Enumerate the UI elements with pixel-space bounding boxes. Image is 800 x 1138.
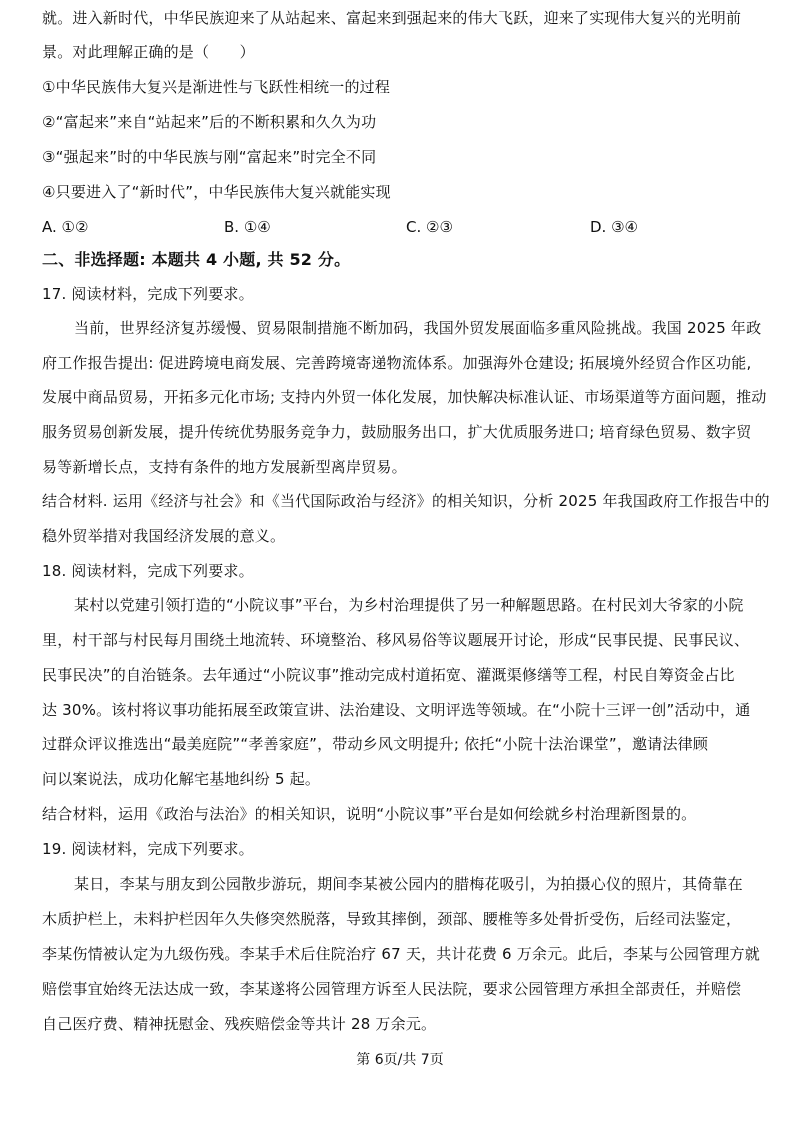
q18-material-line-5: 过群众评议推选出“最美庭院”“孝善家庭”，带动乡风文明提升; 依托“小院十法治课堂”，邀请法律顾 xyxy=(42,735,709,753)
q18-material-line-3: 民事民决”的自治链条。去年通过“小院议事”推动完成村道拓宽、灌溉渠修缮等工程，村民自筹资金占比 xyxy=(42,666,735,684)
section-heading: 二、非选择题: 本题共 4 小题, 共 52 分。 xyxy=(42,250,351,269)
q19-material-line-2: 木质护栏上，未料护栏因年久失修突然脱落，导致其摔倒，颈部、腰椎等多处骨折受伤，后经司法鉴定， xyxy=(42,910,742,928)
q19-material-line-4: 赔偿事宜始终无法达成一致，李某遂将公园管理方诉至人民法院，要求公园管理方承担全部责任，并赔偿 xyxy=(42,980,742,998)
q16-item-4: ④只要进入了“新时代”，中华民族伟大复兴就能实现 xyxy=(42,183,391,201)
q17-task-line-1: 结合材料. 运用《经济与社会》和《当代国际政治与经济》的相关知识，分析 2025 年我国政府工作报告中的 xyxy=(42,492,770,510)
q19-material-line-1: 某日，李某与朋友到公园散步游玩，期间李某被公园内的腊梅花吸引，为拍摄心仪的照片，其倚靠在 xyxy=(74,875,743,893)
q17-material-line-1: 当前，世界经济复苏缓慢、贸易限制措施不断加码，我国外贸发展面临多重风险挑战。我国 2025 年政 xyxy=(74,319,762,337)
q17-material-line-2: 府工作报告提出: 促进跨境电商发展、完善跨境寄递物流体系。加强海外仓建设; 拓展境外经贸合作区功能, xyxy=(42,354,752,372)
q16-item-1: ①中华民族伟大复兴是渐进性与飞跃性相统一的过程 xyxy=(42,78,391,96)
q16-stem-line-1: 就。进入新时代，中华民族迎来了从站起来、富起来到强起来的伟大飞跃，迎来了实现伟大复兴的光明前 xyxy=(42,9,742,27)
q18-material-line-2: 里，村干部与村民每月围绕土地流转、环境整治、移风易俗等议题展开讨论，形成“民事民提、民事民议、 xyxy=(42,631,750,649)
q16-option-c: C. ②③ xyxy=(406,218,453,236)
q16-item-3: ③“强起来”时的中华民族与刚“富起来”时完全不同 xyxy=(42,148,377,166)
q18-material-line-1: 某村以党建引领打造的“小院议事”平台，为乡村治理提供了另一种解题思路。在村民刘大爷家的小院 xyxy=(74,596,744,614)
q16-option-b: B. ①④ xyxy=(224,218,271,236)
q16-item-2: ②“富起来”来自“站起来”后的不断积累和久久为功 xyxy=(42,113,377,131)
q18-title: 18. 阅读材料，完成下列要求。 xyxy=(42,562,254,580)
q17-material-line-4: 服务贸易创新发展，提升传统优势服务竞争力，鼓励服务出口，扩大优质服务进口; 培育绿色贸易、数字贸 xyxy=(42,423,752,441)
q18-task-line-1: 结合材料，运用《政治与法治》的相关知识，说明“小院议事”平台是如何绘就乡村治理新图景的。 xyxy=(42,805,697,823)
q16-stem-line-2: 景。对此理解正确的是（ ） xyxy=(42,43,255,61)
q19-material-line-5: 自己医疗费、精神抚慰金、残疾赔偿金等共计 28 万余元。 xyxy=(42,1015,437,1033)
page-number: 第 6页/共 7页 xyxy=(356,1052,444,1068)
q17-material-line-5: 易等新增长点，支持有条件的地方发展新型离岸贸易。 xyxy=(42,458,407,476)
q17-task-line-2: 稳外贸举措对我国经济发展的意义。 xyxy=(42,527,286,545)
q16-option-d: D. ③④ xyxy=(590,218,638,236)
q18-material-line-4: 达 30%。该村将议事功能拓展至政策宣讲、法治建设、文明评选等领域。在“小院十三评一创”活动中，通 xyxy=(42,701,751,719)
q17-title: 17. 阅读材料，完成下列要求。 xyxy=(42,285,254,303)
q19-title: 19. 阅读材料，完成下列要求。 xyxy=(42,840,254,858)
q18-material-line-6: 问以案说法，成功化解宅基地纠纷 5 起。 xyxy=(42,770,321,788)
q16-option-a: A. ①② xyxy=(42,218,89,236)
q19-material-line-3: 李某伤情被认定为九级伤残。李某手术后住院治疗 67 天，共计花费 6 万余元。此后，李某与公园管理方就 xyxy=(42,945,760,963)
q17-material-line-3: 发展中商品贸易，开拓多元化市场; 支持内外贸一体化发展，加快解决标准认证、市场渠道等方面问题，推动 xyxy=(42,388,767,406)
